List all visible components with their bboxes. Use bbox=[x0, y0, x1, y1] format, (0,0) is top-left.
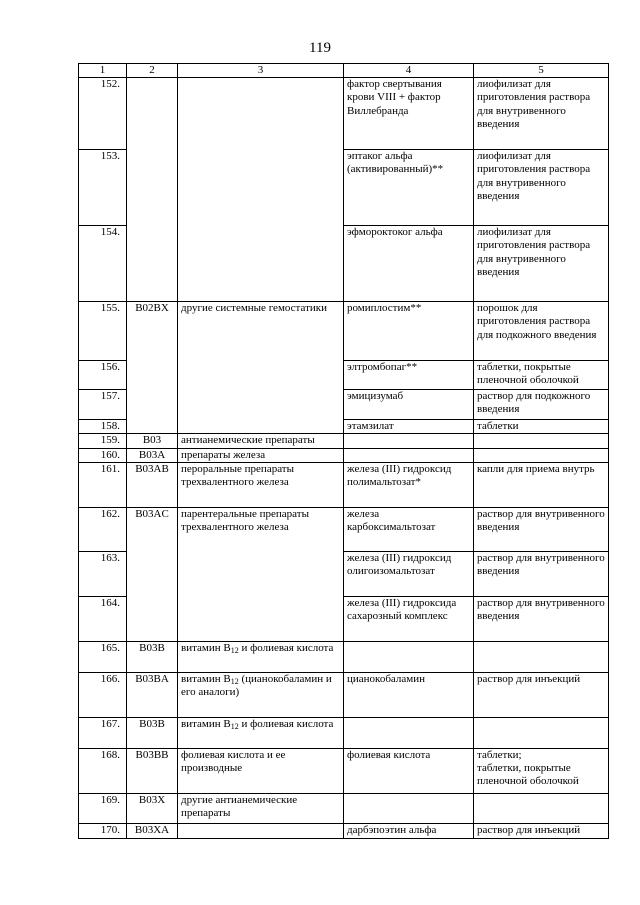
dosage-form: таблетки, покрытые пленочной оболочкой bbox=[474, 361, 609, 390]
group-name: витамин $B_{12}$ (цианокобаламин и его аналоги) bbox=[178, 672, 344, 717]
group-name: антианемические препараты bbox=[178, 434, 344, 448]
drug-name bbox=[344, 434, 474, 448]
table-row bbox=[79, 448, 609, 462]
group-name: препараты железа bbox=[178, 448, 344, 462]
table-header-row bbox=[79, 64, 609, 78]
atc-code bbox=[127, 78, 178, 302]
dosage-form bbox=[474, 641, 609, 672]
row-number: 158. bbox=[79, 420, 127, 434]
drug-name: железа (III) гидроксид олигоизомальтозат bbox=[344, 551, 474, 596]
row-number: 170. bbox=[79, 823, 127, 838]
dosage-form: раствор для внутривенного введения bbox=[474, 596, 609, 641]
column-header: 3 bbox=[178, 64, 344, 78]
table-row bbox=[79, 823, 609, 838]
group-name: другие системные гемостатики bbox=[178, 302, 344, 434]
drug-name: железа (III) гидроксид полимальтозат* bbox=[344, 462, 474, 507]
dosage-form: раствор для подкожного введения bbox=[474, 390, 609, 420]
table-row bbox=[79, 78, 609, 150]
dosage-form: капли для приема внутрь bbox=[474, 462, 609, 507]
group-name: парентеральные препараты трехвалентного железа bbox=[178, 507, 344, 641]
page-number: 119 bbox=[309, 40, 331, 56]
dosage-form: раствор для внутривенного введения bbox=[474, 551, 609, 596]
atc-code: B03BA bbox=[127, 672, 178, 717]
row-number: 156. bbox=[79, 361, 127, 390]
drug-name: фактор свертывания крови VIII + фактор Виллебранда bbox=[344, 78, 474, 150]
group-name: витамин $B_{12}$ и фолиевая кислота bbox=[178, 641, 344, 672]
drug-name: фолиевая кислота bbox=[344, 748, 474, 793]
row-number: 152. bbox=[79, 78, 127, 150]
atc-code: B03XA bbox=[127, 823, 178, 838]
dosage-form: раствор для внутривенного введения bbox=[474, 507, 609, 551]
dosage-form: лиофилизат для приготовления раствора для внутривенного введения bbox=[474, 226, 609, 302]
row-number: 169. bbox=[79, 793, 127, 823]
column-header: 5 bbox=[474, 64, 609, 78]
dosage-form: лиофилизат для приготовления раствора для внутривенного введения bbox=[474, 78, 609, 150]
table-row bbox=[79, 793, 609, 823]
table-row bbox=[79, 641, 609, 672]
dosage-form bbox=[474, 434, 609, 448]
table-row bbox=[79, 302, 609, 361]
row-number: 159. bbox=[79, 434, 127, 448]
drug-name: эптаког альфа (активированный)** bbox=[344, 150, 474, 226]
table-row bbox=[79, 672, 609, 717]
atc-code: B03B bbox=[127, 641, 178, 672]
column-header: 4 bbox=[344, 64, 474, 78]
drug-name: железа (III) гидроксида сахарозный комплекс bbox=[344, 596, 474, 641]
row-number: 168. bbox=[79, 748, 127, 793]
row-number: 166. bbox=[79, 672, 127, 717]
row-number: 153. bbox=[79, 150, 127, 226]
row-number: 164. bbox=[79, 596, 127, 641]
row-number: 154. bbox=[79, 226, 127, 302]
drug-name: этамзилат bbox=[344, 420, 474, 434]
row-number: 157. bbox=[79, 390, 127, 420]
table-row bbox=[79, 462, 609, 507]
atc-code: B03A bbox=[127, 448, 178, 462]
group-name: пероральные препараты трехвалентного железа bbox=[178, 462, 344, 507]
group-name bbox=[178, 78, 344, 302]
dosage-form: раствор для инъекций bbox=[474, 672, 609, 717]
atc-code: B03BB bbox=[127, 748, 178, 793]
drug-name: железа карбоксимальтозат bbox=[344, 507, 474, 551]
atc-code: B03AC bbox=[127, 507, 178, 641]
column-header: 2 bbox=[127, 64, 178, 78]
row-number: 155. bbox=[79, 302, 127, 361]
group-name: другие антианемические препараты bbox=[178, 793, 344, 823]
dosage-form bbox=[474, 717, 609, 748]
drug-name: ромиплостим** bbox=[344, 302, 474, 361]
row-number: 161. bbox=[79, 462, 127, 507]
group-name: фолиевая кислота и ее производные bbox=[178, 748, 344, 793]
drug-name bbox=[344, 641, 474, 672]
table-row bbox=[79, 434, 609, 448]
dosage-form: раствор для инъекций bbox=[474, 823, 609, 838]
drug-name: цианокобаламин bbox=[344, 672, 474, 717]
group-name bbox=[178, 823, 344, 838]
drug-name bbox=[344, 717, 474, 748]
drug-name: дарбэпоэтин альфа bbox=[344, 823, 474, 838]
dosage-form: порошок для приготовления раствора для подкожного введения bbox=[474, 302, 609, 361]
drug-name bbox=[344, 793, 474, 823]
drug-name: эфмороктоког альфа bbox=[344, 226, 474, 302]
dosage-form: лиофилизат для приготовления раствора для внутривенного введения bbox=[474, 150, 609, 226]
table-row bbox=[79, 748, 609, 793]
table-row bbox=[79, 507, 609, 551]
row-number: 163. bbox=[79, 551, 127, 596]
table-row bbox=[79, 717, 609, 748]
atc-code: B03X bbox=[127, 793, 178, 823]
column-header: 1 bbox=[79, 64, 127, 78]
atc-code: B03 bbox=[127, 434, 178, 448]
drug-name: элтромбопаг** bbox=[344, 361, 474, 390]
group-name: витамин $B_{12}$ и фолиевая кислота bbox=[178, 717, 344, 748]
dosage-form bbox=[474, 793, 609, 823]
drug-name: эмицизумаб bbox=[344, 390, 474, 420]
dosage-form bbox=[474, 448, 609, 462]
atc-code: B03AB bbox=[127, 462, 178, 507]
row-number: 162. bbox=[79, 507, 127, 551]
atc-code: B03B bbox=[127, 717, 178, 748]
drug-table bbox=[78, 63, 609, 839]
row-number: 167. bbox=[79, 717, 127, 748]
row-number: 160. bbox=[79, 448, 127, 462]
row-number: 165. bbox=[79, 641, 127, 672]
dosage-form: таблетки; таблетки, покрытые пленочной оболочкой bbox=[474, 748, 609, 793]
dosage-form: таблетки bbox=[474, 420, 609, 434]
atc-code: B02BX bbox=[127, 302, 178, 434]
drug-name bbox=[344, 448, 474, 462]
